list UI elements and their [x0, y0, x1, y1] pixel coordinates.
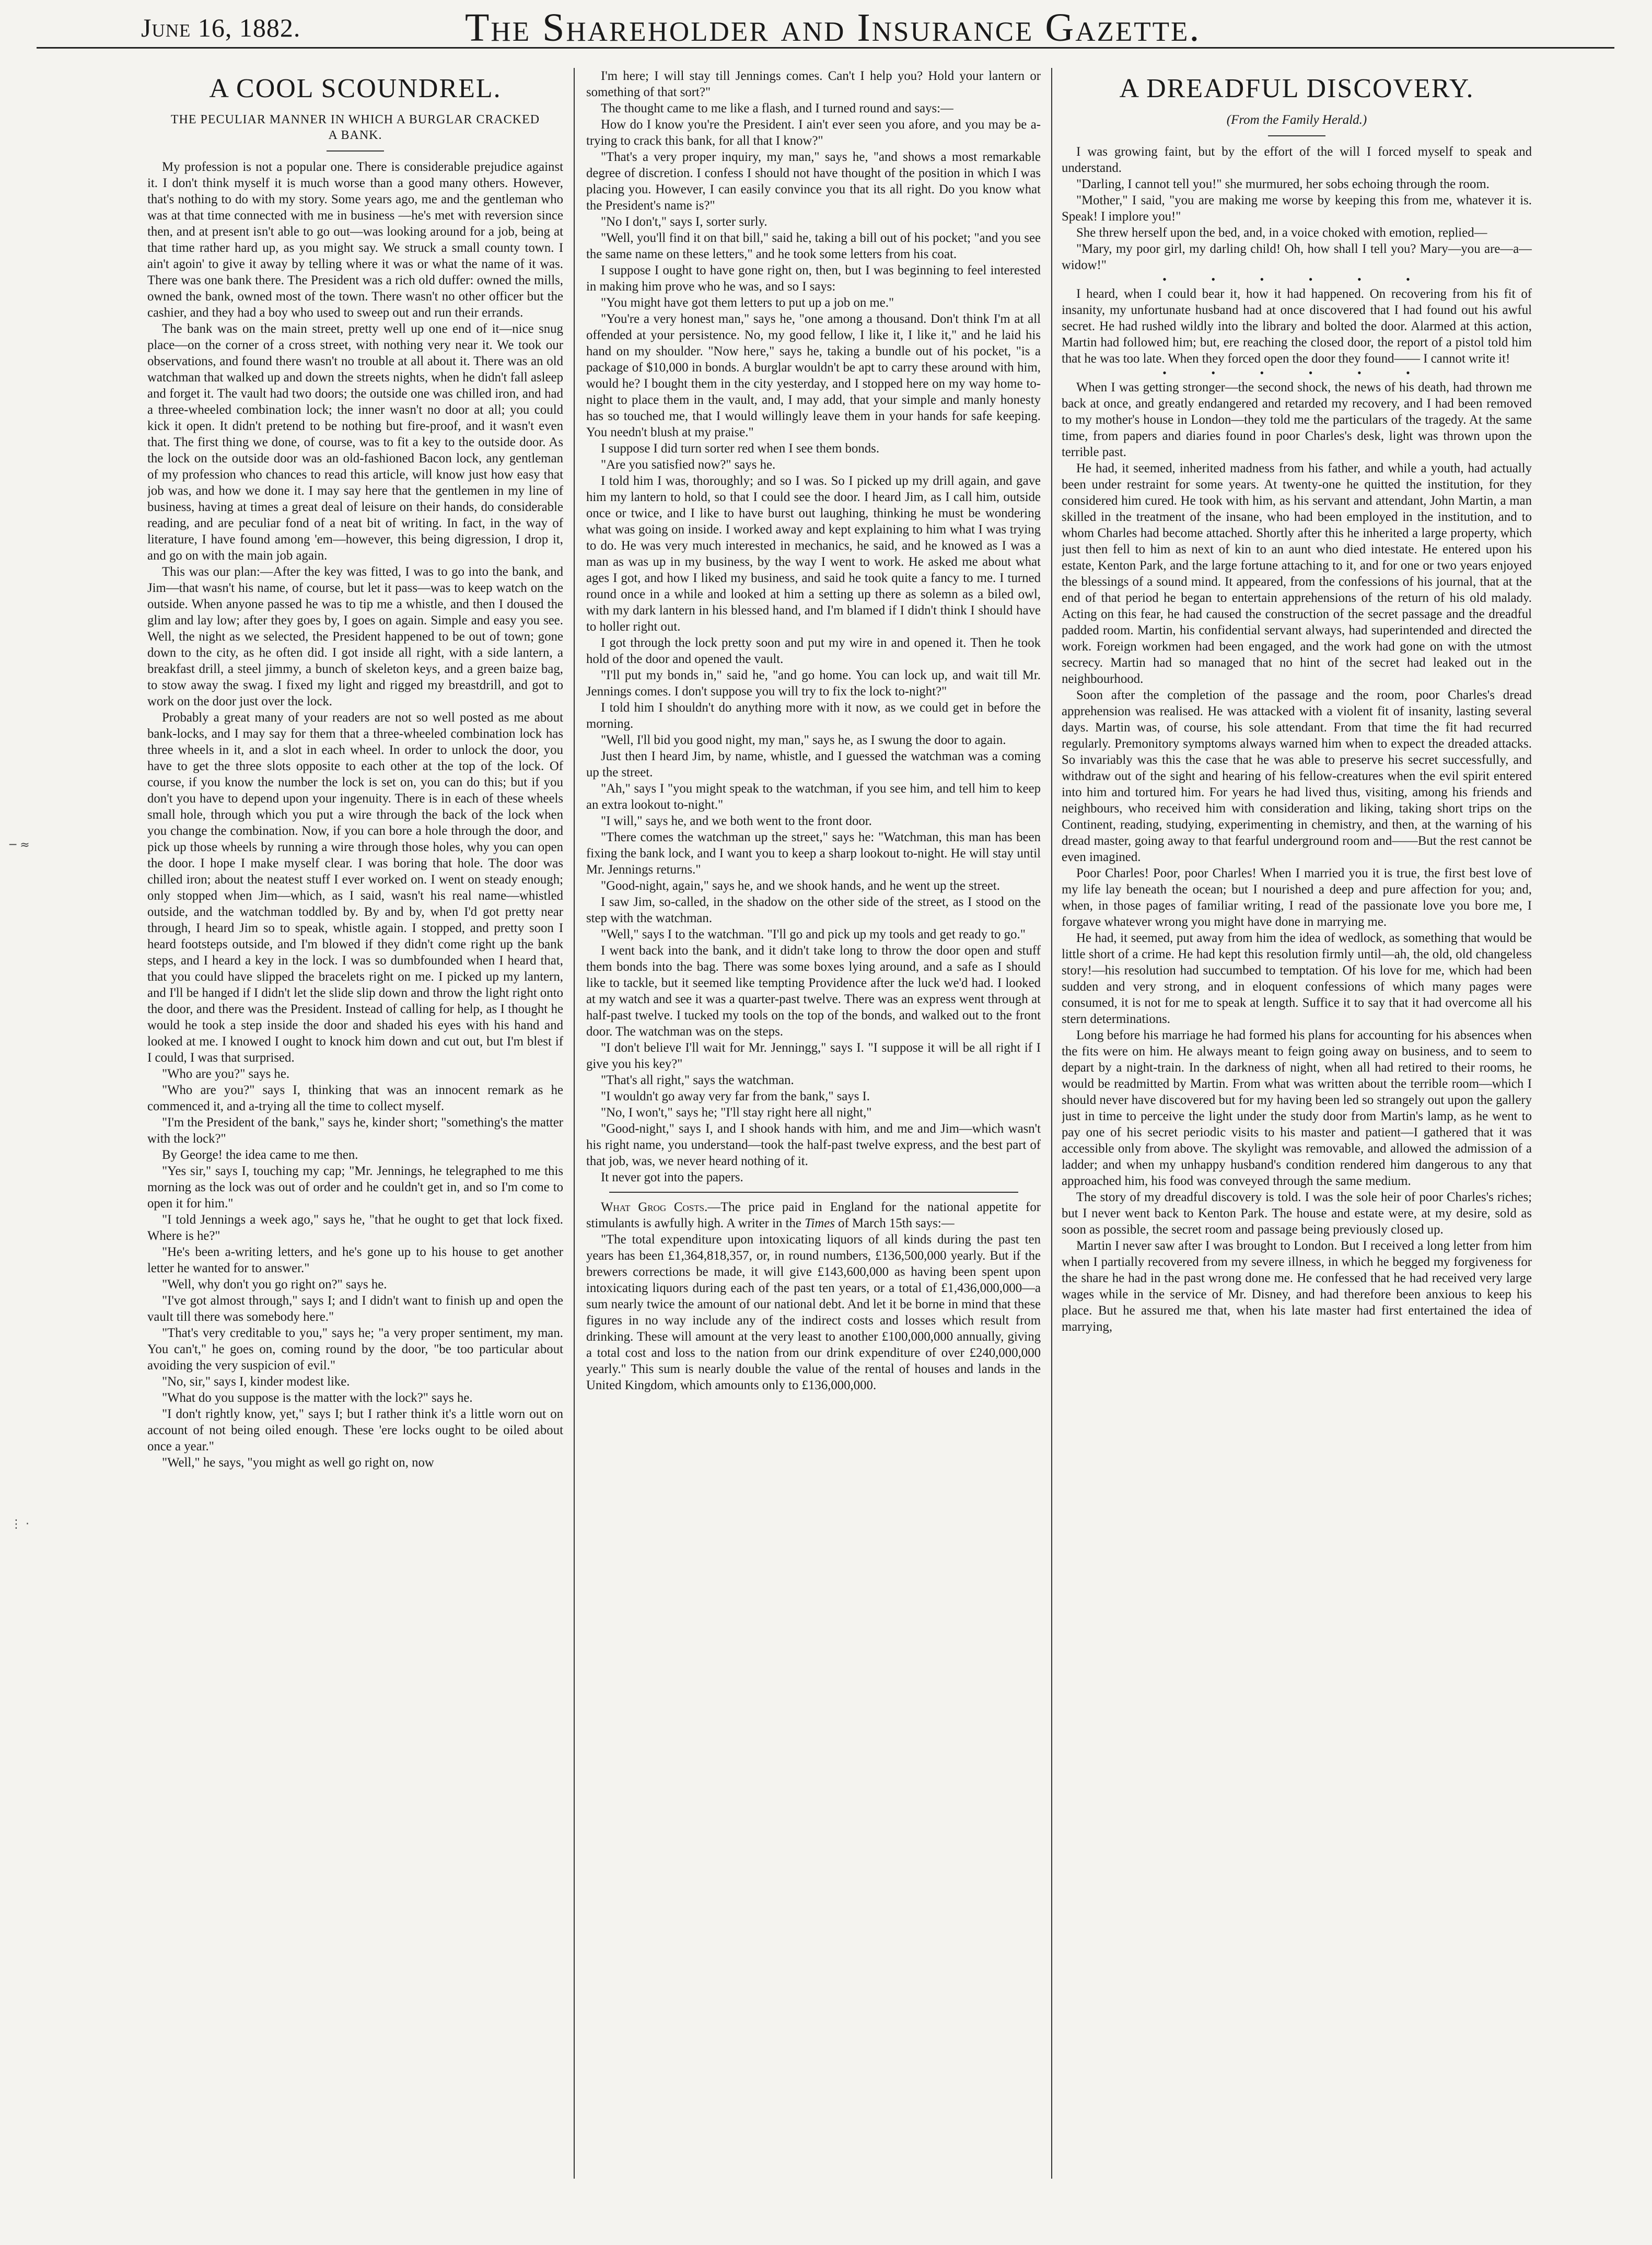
article-paragraph: "Who are you?" says I, thinking that was an innocent remark as he commenced it, and a-trying all the time to collect myself. [147, 1083, 563, 1113]
article-paragraph: "Well, I'll bid you good night, my man," says he, as I swung the door to again. [601, 733, 1006, 747]
newspaper-title: The Shareholder and Insurance Gazette. [465, 6, 1201, 50]
article-paragraph: The thought came to me like a flash, and I turned round and says:— [601, 101, 953, 115]
article-paragraph: "Good-night, again," says he, and we shook hands, and he went up the street. [601, 879, 1000, 893]
article-paragraph: He had, it seemed, inherited madness from his father, and while a youth, had actually been under restraint for some years. At twenty-one he quitted the institution, for they considered him cured. He took with him, as his servant and attendant, John Martin, a man skilled in the treatment of the insane, who had been employed in the institution, and to whom Charles had become attached. Shortly after this he inherited a large property, which just then fell to him as next of kin to an aunt who died intestate. He entered upon his estate, Kenton Park, and the large fortune attaching to it, and for one or two years enjoyed the blessings of a sound mind. It appeared, from the confessions of his journal, that at the end of that period he began to entertain apprehensions of the return of his old malady. Acting on this fear, he had caused the construction of the secret passage and the dreadful padded room. Martin, his confidential servant always, had superintended and directed the work. Foreign workmen had been engaged, and the work had gone on with the utmost secrecy. Martin had so managed that no hint of the secret had leaked out in the neighbourhood. [1062, 461, 1532, 686]
article-paragraph: Just then I heard Jim, by name, whistle, and I guessed the watchman was a coming up the street. [586, 749, 1041, 780]
article-paragraph: The bank was on the main street, pretty well up one end of it—nice snug place—on the corner of a cross street, with nothing very near it. We took our observations, and found there wasn't no trouble at all about it. There was an old watchman that walked up and down the streets nights, when he didn't fall asleep and forget it. The vault had two doors; the outside one was chilled iron, and had a three-wheeled combination lock; the inner wasn't no door at all; you could kick it open. It didn't pretend to be nothing but fire-proof, and it wasn't even that. The first thing we done, of course, was to fit a key to the outside door. As the lock on the outside door was an old-fashioned Bacon lock, any gentleman of my profession who chances to read this article, will know just how easy that job was, and how we done it. I may say here that the gentlemen in my line of business, having at times a great deal of leisure on their hands, do considerable reading, and are peculiar fond of a neat bit of writing. In fact, in the way of literature, I have found among 'em—however, this being digression, I drop it, and go on with the main job again. [147, 322, 563, 563]
article-paragraph: "Good-night," says I, and I shook hands with him, and me and Jim—which wasn't his right name, you understand—took the half-past twelve express, and the best part of that job, was, we never heard nothing of it. [586, 1122, 1041, 1168]
section-break: • • • • • • [1162, 366, 1431, 379]
article-paragraph: "I've got almost through," says I; and I didn't want to finish up and open the vault till there was somebody here." [147, 1294, 563, 1324]
article-paragraph: "Mother," I said, "you are making me worse by keeping this from me, whatever it is. Speak! I implore you!" [1062, 193, 1532, 224]
article-paragraph: "I'll put my bonds in," said he, "and go home. You can lock up, and wait till Mr. Jennings comes. I don't suppose you will try to fix the lock to-night?" [586, 668, 1041, 699]
column-3 [1062, 68, 1532, 2210]
article-paragraph: "Well, why don't you go right on?" says he. [162, 1277, 387, 1292]
article-quote: "The total expenditure upon intoxicating liquors of all kinds during the past ten years has been £1,364,818,357, or, in round numbers, £136,500,000 yearly. But if the brewers corrections be made, it will give £143,600,000 as having been spent upon intoxicating liquors during each of the past ten years, or a total of £1,436,000,000—a sum nearly twice the amount of our national debt. And let it be borne in mind that these figures in no way include any of the indirect costs and losses which result from drinking. These will amount at the very least to another £100,000,000 annually, giving a total cost and loss to the nation from our drink expenditure of over £240,000,000 yearly." This sum is nearly double the value of the rental of houses and lands in the United Kingdom, which amounts only to £136,000,000. [586, 1232, 1041, 1392]
article-paragraph: "Darling, I cannot tell you!" she murmured, her sobs echoing through the room. [1076, 177, 1490, 191]
divider [327, 150, 384, 152]
article-paragraph: The story of my dreadful discovery is told. I was the sole heir of poor Charles's riches; but I never went back to Kenton Park. The house and estate were, at my desire, sold as soon as possible, the secret room and passage being previously closed up. [1062, 1190, 1532, 1237]
article-paragraph: "There comes the watchman up the street," says he: "Watchman, this man has been fixing the bank lock, and I want you to keep a sharp lookout to-night. He will stay until Mr. Jennings returns." [586, 830, 1041, 877]
issue-date: June 16, 1882. [141, 13, 301, 42]
article-paragraph: This was our plan:—After the key was fitted, I was to go into the bank, and Jim—that wasn't his name, of course, but let it pass—was to keep watch on the outside. When anyone passed he was to tip me a whistle, and then I doused the glim and lay low; after they goes by, I goes on again. Simple and easy you see. Well, the night as we selected, the President happened to be out of town; gone down to the city, as he often did. I got inside all right, with a side lantern, a breakfast drill, a steel jimmy, a bunch of skeleton keys, and a green baize bag, to stow away the swag. I fixed my light and rigged my breastdrill, and got to work on the door just over the lock. [147, 565, 563, 708]
article-title: A DREADFUL DISCOVERY. [1119, 74, 1474, 103]
article-paragraph: "No, I won't," says he; "I'll stay right here all night," [601, 1106, 872, 1120]
column-2 [586, 68, 1041, 2210]
article-body [586, 68, 1041, 1185]
divider [609, 1192, 1018, 1193]
article-body [147, 159, 563, 1471]
article-paragraph: Long before his marriage he had formed his plans for accounting for his absences when the fits were on him. He always meant to feign going away on business, and to seem to depart by a night-train. In the darkness of night, when all had retired to their rooms, he would be readmitted by Martin. From what was written about the terrible room—which I should never have discovered but for my having been led so strangely out upon the gallery just in time to perceive the light under the study door from Martin's lamp, as he went to pay one of his secret periodic visits to his master and patient—I gathered that it was accessible only from above. The skylight was removable, and allowed the admission of a ladder; and when my unhappy husband's condition rendered him dangerous to any that approached him, his food was conveyed through the same medium. [1062, 1028, 1532, 1188]
article-lead: What Grog Costs. [601, 1200, 708, 1214]
article-source: (From the Family Herald.) [1226, 113, 1367, 127]
article-paragraph: I saw Jim, so-called, in the shadow on the other side of the street, as I stood on the step with the watchman. [586, 895, 1041, 925]
divider [1268, 135, 1325, 136]
article-paragraph: I heard, when I could bear it, how it had happened. On recovering from his fit of insanity, my unfortunate husband had at once discovered that I had found out his awful secret. He had rushed wildly into the library and bolted the door. Alarmed at this action, Martin had followed him; but, ere reaching the closed door, the report of a pistol told him that he was too late. When they forced open the door they found—— I cannot write it! [1062, 287, 1532, 366]
article-paragraph: "I don't rightly know, yet," says I; but I rather think it's a little worn out on account of not being oiled enough. These 'ere locks ought to be oiled about once a year." [147, 1407, 563, 1453]
article-paragraph: What Grog Costs.—The price paid in England for the national appetite for stimulants is awfully high. A writer in the Times of March 15th says:— [586, 1200, 1041, 1230]
article-paragraph: I told him I shouldn't do anything more with it now, as we could get in before the morning. [586, 701, 1041, 731]
article-body [1062, 379, 1532, 1335]
article-paragraph: Martin I never saw after I was brought to London. But I received a long letter from him when I partially recovered from my severe illness, in which he begged my forgiveness for the share he had in the past wrong done me. He confessed that he had received very large wages while in the service of Mr. Disney, and had therefore been anxious to keep his place. But he assured me that, when his late master had first entertained the idea of marrying, [1062, 1239, 1532, 1334]
article-paragraph: "Well," says I to the watchman. "I'll go and pick up my tools and get ready to go." [601, 927, 1026, 941]
article-paragraph: "Who are you?" says he. [162, 1067, 290, 1081]
article-body [1062, 144, 1532, 273]
article-paragraph: My profession is not a popular one. There is considerable prejudice against it. I don't think myself it is much worse than a good many others. However, that's nothing to do with my story. Some years ago, me and the gentleman who was at that time connected with me in business —he's met with reversion since then, and at present isn't able to go out—was looking around for a job, being at that time rather hard up, as you might say. We struck a small county town. I ain't agoin' to give it away by telling where it was or what the name of it was. There was one bank there. The President was a rich old duffer: owned the mills, owned the bank, owned most of the town. There wasn't no other officer but the cashier, and they had a boy who used to sweep out and run their errands. [147, 160, 563, 320]
section-break: • • • • • • [1162, 273, 1431, 286]
article-paragraph: "That's a very proper inquiry, my man," says he, "and shows a most remarkable degree of discretion. I confess I should not have thought of the position in which I was placing you. However, I can easily convince you that its all right. Do you know what the President's name is?" [586, 150, 1041, 213]
margin-mark-icon: ─ ≈ [9, 839, 30, 852]
article-paragraph: "I wouldn't go away very far from the bank," says I. [601, 1089, 870, 1103]
article-paragraph: "Well, you'll find it on that bill," said he, taking a bill out of his pocket; "and you see the same name on these letters," and he took some letters from his coat. [586, 231, 1041, 261]
article-paragraph: I'm here; I will stay till Jennings comes. Can't I help you? Hold your lantern or something of that sort?" [586, 69, 1041, 99]
article-paragraph: Poor Charles! Poor, poor Charles! When I married you it is true, the first best love of my life lay beneath the ocean; but I nourished a deep and pure affection for you; and, when, in those pages of familiar writing, I read of the passionate love you bore me, I forgave whatever wrong you might have done in marrying me. [1062, 866, 1532, 929]
article-paragraph: I got through the lock pretty soon and put my wire in and opened it. Then he took hold of the door and opened the vault. [586, 636, 1041, 666]
article-paragraph: I went back into the bank, and it didn't take long to throw the door open and stuff them bonds into the bag. There was some boxes lying around, and a safe as I should like to tackle, but it seemed like tempting Providence after the luck we'd had. I looked at my watch and see it was a quarter-past twelve. There was an express went through at half-past twelve. I tucked my tools on the top of the bonds, and walked out to the front door. The watchman was on the steps. [586, 944, 1041, 1039]
article-paragraph: By George! the idea came to me then. [162, 1148, 358, 1162]
article-paragraph: I suppose I ought to have gone right on, then, but I was beginning to feel interested in making him prove who he was, and so I says: [586, 263, 1041, 294]
article-paragraph: "I will," says he, and we both went to the front door. [601, 814, 872, 828]
article-paragraph: How do I know you're the President. I ain't ever seen you afore, and you may be a-trying to crack this bank, for all that I know?" [586, 118, 1041, 148]
article-paragraph: "I don't believe I'll wait for Mr. Jenningg," says I. "I suppose it will be all right if I give you his key?" [586, 1041, 1041, 1071]
article-paragraph: Soon after the completion of the passage and the room, poor Charles's dread apprehension was realised. He was attacked with a violent fit of insanity, lasting several days. Martin was, of course, his sole attendant. From that time the fit had recurred regularly. Premonitory symptoms always warned him when to expect the dreaded attacks. So invariably was this the case that he was able to preserve his secret successfully, and withdraw out of the sight and hearing of his fellow-creatures when the evil spirit entered into him and tortured him. For years he had lived thus, visiting, among his friends and neighbours, who received him with consideration and liking, taking short trips on the Continent, reading, studying, experimenting in chemistry, and then, at the warning of his dread master, going away to that fearful underground room and——But the rest cannot be even imagined. [1062, 688, 1532, 864]
article-paragraph: "That's very creditable to you," says he; "a very proper sentiment, my man. You can't," he goes on, coming round by the door, "be too particular about avoiding the very suspicion of evil." [147, 1326, 563, 1372]
article-paragraph: When I was getting stronger—the second shock, the news of his death, had thrown me back at once, and greatly endangered and retarded my recovery, and I had been removed to my mother's house in London—they told me the particulars of the tragedy. At the same time, from papers and diaries found in poor Charles's desk, light was thrown upon the terrible past. [1062, 380, 1532, 459]
article-paragraph: She threw herself upon the bed, and, in a voice choked with emotion, replied— [1076, 226, 1487, 240]
margin-mark-icon: ⋮ · [10, 1518, 29, 1531]
article-paragraph: "That's all right," says the watchman. [601, 1073, 794, 1087]
column-rule [1051, 68, 1052, 2179]
article-title: A COOL SCOUNDREL. [209, 74, 502, 103]
article-body [1062, 286, 1532, 367]
article-paragraph: "You're a very honest man," says he, "one among a thousand. Don't think I'm at all offended at your persistence. No, my good fellow, I like it, I like it," and he laid his hand on my shoulder. "Now here," says he, taking a bundle out of his pocket, "is a package of $10,000 in bonds. A burglar wouldn't be apt to carry these around with him, would he? I bought them in the city yesterday, and I stopped here on my way home to-night to place them in the vault, and, I may add, that your simple and manly honesty has so touched me, that I would willingly leave them in your hands for safe keeping. You needn't blush at my praise." [586, 312, 1041, 439]
article-paragraph: "Well," he says, "you might as well go right on, now [162, 1456, 434, 1470]
article-paragraph: I told him I was, thoroughly; and so I was. So I picked up my drill again, and gave him my lantern to hold, so that I could see the door. I heard Jim, as I call him, outside once or twice, and I like to have burst out laughing, thinking he must be wondering what was going on inside. I worked away and kept explaining to him what I was trying to do. He was very much interested in mechanics, he said, and he knowed as I was a man as was up in my business, by the way I went to work. He asked me about what ages I got, and how I liked my business, and said he took quite a fancy to me. I turned round once in a while and looked at him a setting up there as solemn as a biled owl, with my dark lantern in his blessed hand, and I'm blamed if I didn't think I should have to holler right out. [586, 474, 1041, 634]
article-paragraph: "No I don't," says I, sorter surly. [601, 215, 767, 229]
masthead [37, 5, 1614, 49]
article-paragraph: I suppose I did turn sorter red when I see them bonds. [601, 441, 880, 456]
article-paragraph: Probably a great many of your readers are not so well posted as me about bank-locks, and I may say for them that a three-wheeled combination lock has three wheels in it, and a slot in each wheel. In order to unlock the door, you have to get the three slots opposite to each other at the top of the lock. Of course, if you know the number the lock is set on, you can do this; but if you don't you have to depend upon your ingenuity. There is in each of these wheels small hole, through which you put a wire through the back of the lock when you change the combination. Now, if you can bore a hole through the door, and pick up those wheels by running a wire through those holes, why you can open the door. I hope I make myself clear. I was boring that hole. The door was chilled iron; about the neatest stuff I ever worked on. I went on steady enough; only stopped when Jim—which, as I said, wasn't his real name—whistled outside, and the watchman toddled by. By and by, when I'd got pretty near through, I heard Jim so to speak, whistle again. I stopped, and pretty soon I heard footsteps outside, and I'm blowed if they didn't come right up the bank steps, and I heard a key in the lock. I was so dumbfounded when I heard that, that you could have slipped the bracelets right on me. I picked up my lantern, and I'll be hanged if I didn't let the slide slip down and throw the light right onto the door, and there was the President. Instead of calling for help, as I thought he would he took a step inside the door and shaded his eyes with his hand and looked at me. I knowed I ought to knock him down and cut out, but I'm blest if I could, I was that surprised. [147, 711, 563, 1065]
article-paragraph: "I told Jennings a week ago," says he, "that he ought to get that lock fixed. Where is he?" [147, 1213, 563, 1243]
article-paragraph: "Ah," says I "you might speak to the watchman, if you see him, and tell him to keep an extra lookout to-night." [586, 782, 1041, 812]
article-paragraph: "Are you satisfied now?" says he. [601, 458, 776, 472]
article-paragraph: He had, it seemed, put away from him the idea of wedlock, as something that would be little short of a crime. He had kept this resolution firmly until—ah, the old, old changeless story!—his resolution had succumbed to temptation. Of his love for me, which had been sudden and very strong, and in eloquent confessions of which many pages were consumed, it is not for me to speak at length. Suffice it to say that it had overcome all his stern determinations. [1062, 931, 1532, 1026]
article-paragraph: It never got into the papers. [601, 1170, 743, 1184]
article-subtitle: THE PECULIAR MANNER IN WHICH A BURGLAR CRACKED A BANK. [170, 113, 540, 142]
article-paragraph: I was growing faint, but by the effort of the will I forced myself to speak and understand. [1062, 145, 1532, 175]
article-paragraph: "I'm the President of the bank," says he, kinder short; "something's the matter with the lock?" [147, 1115, 563, 1146]
article-paragraph: "Mary, my poor girl, my darling child! Oh, how shall I tell you? Mary—you are—a—widow!" [1062, 242, 1532, 272]
article-paragraph: "No, sir," says I, kinder modest like. [162, 1375, 350, 1389]
article-paragraph: "Yes sir," says I, touching my cap; "Mr. Jennings, he telegraphed to me this morning as the lock was out of order and he couldn't get in, and so I'm come to open it for him." [147, 1164, 563, 1211]
column-1 [147, 68, 563, 2210]
article-paragraph: "He's been a-writing letters, and he's gone up to his house to get another letter he wanted for to answer." [147, 1245, 563, 1275]
article-paragraph: "What do you suppose is the matter with the lock?" says he. [162, 1391, 473, 1405]
article-paragraph: "You might have got them letters to put up a job on me." [601, 296, 894, 310]
column-rule [574, 68, 575, 2179]
